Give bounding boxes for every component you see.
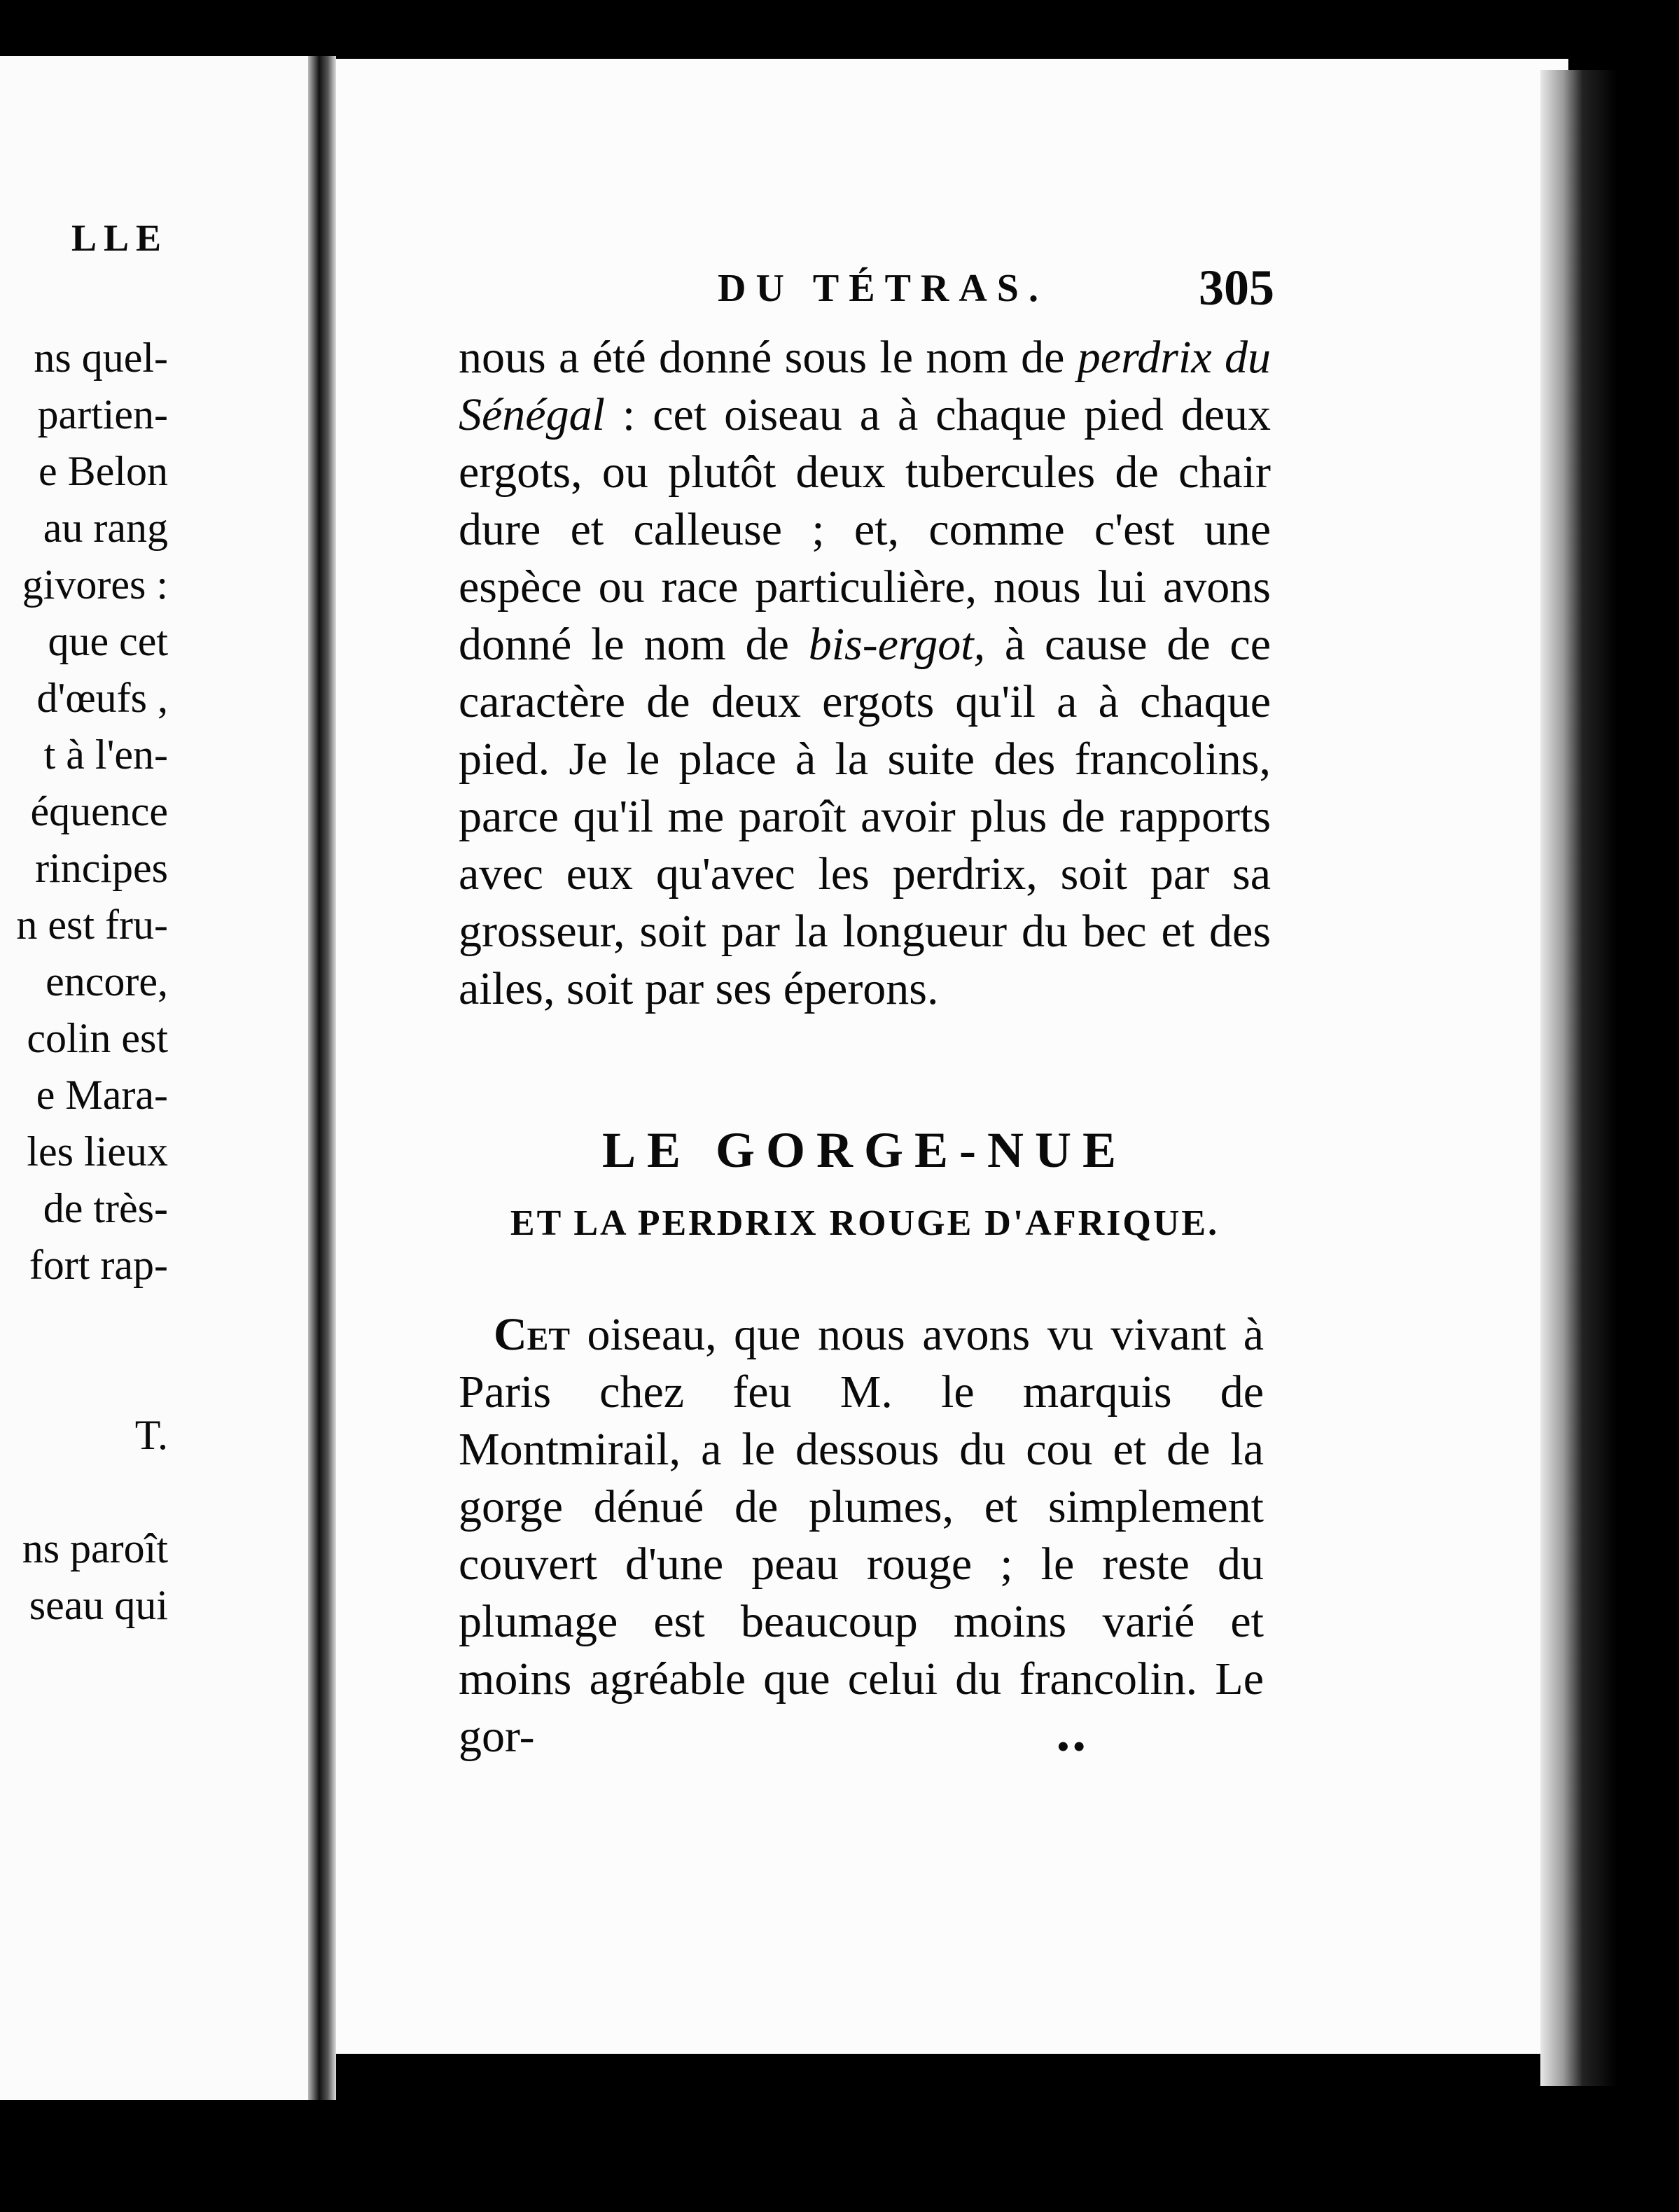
- paragraph-1-text-c: à cause de ce caractère de deux ergots qu'il a à chaque pied. Je le place à la suite des francolins, parce qu'il me paroît avoir plus de rapports avec eux qu'avec les perdrix, soit par sa grosseur, soit par la longueur du bec et des ailes, soit par ses éperons.: [459, 619, 1271, 1014]
- running-head: DU TÉTRAS.: [718, 267, 1048, 310]
- left-page-line: ns paroît: [22, 1525, 168, 1572]
- left-page-line: que cet: [48, 618, 168, 664]
- page-number: 305: [1199, 260, 1274, 316]
- left-page-line: givores :: [22, 561, 168, 608]
- left-page-line: rincipes: [35, 845, 168, 891]
- signature-mark: ••: [1057, 1728, 1089, 1765]
- paragraph-2: [459, 1306, 1264, 1765]
- left-page-line: colin est: [27, 1015, 168, 1061]
- left-page-line: ns quel-: [34, 335, 168, 381]
- paragraph-1-text-b: : cet oiseau a à chaque pied deux ergots, ou plutôt deux tubercules de chair dure et calleuse ; et, comme c'est une espèce ou race particulière, nous lui avons donné le nom de: [459, 389, 1271, 670]
- left-page-line: n est fru-: [16, 902, 168, 948]
- left-page-line: e Belon: [39, 448, 168, 494]
- paragraph-1: [459, 329, 1271, 1018]
- paragraph-1-italic-b: bis-ergot,: [808, 619, 986, 670]
- left-page-line: d'œufs ,: [36, 675, 168, 721]
- left-page-line: seau qui: [29, 1582, 168, 1628]
- left-page-line: fort rap-: [29, 1242, 168, 1288]
- left-page-line: LLE: [71, 217, 168, 259]
- book-gutter: [308, 56, 336, 2100]
- left-page-line: T.: [134, 1412, 168, 1458]
- left-page-line: t à l'en-: [43, 732, 168, 778]
- left-page-line: équence: [30, 788, 168, 834]
- left-page-line: partien-: [37, 391, 168, 438]
- left-page-fragment: [0, 56, 308, 2100]
- paragraph-1-text-a: nous a été donné sous le nom de: [459, 332, 1078, 383]
- paragraph-2-text: oiseau, que nous avons vu vivant à Paris chez feu M. le marquis de Montmirail, a le dessous du cou et de la gorge dénué de plumes, et simplement couvert d'une peau rouge ; le reste du plumage est beaucoup moins varié et moins agréable que celui du francolin. Le gor-: [459, 1309, 1264, 1762]
- left-page-line: e Mara-: [36, 1072, 168, 1118]
- left-page-line: les lieux: [27, 1128, 168, 1175]
- paragraph-1-italic-a: perdrix du Sénégal: [459, 332, 1271, 440]
- left-page-line: de très-: [43, 1185, 168, 1231]
- left-page-line: au rang: [43, 505, 168, 551]
- section-subtitle: ET LA PERDRIX ROUGE D'AFRIQUE.: [510, 1203, 1220, 1243]
- section-title: LE GORGE-NUE: [601, 1122, 1128, 1178]
- page-edge: [1540, 70, 1617, 2086]
- left-page-line: encore,: [46, 958, 168, 1004]
- paragraph-2-lead: Cet: [494, 1309, 571, 1360]
